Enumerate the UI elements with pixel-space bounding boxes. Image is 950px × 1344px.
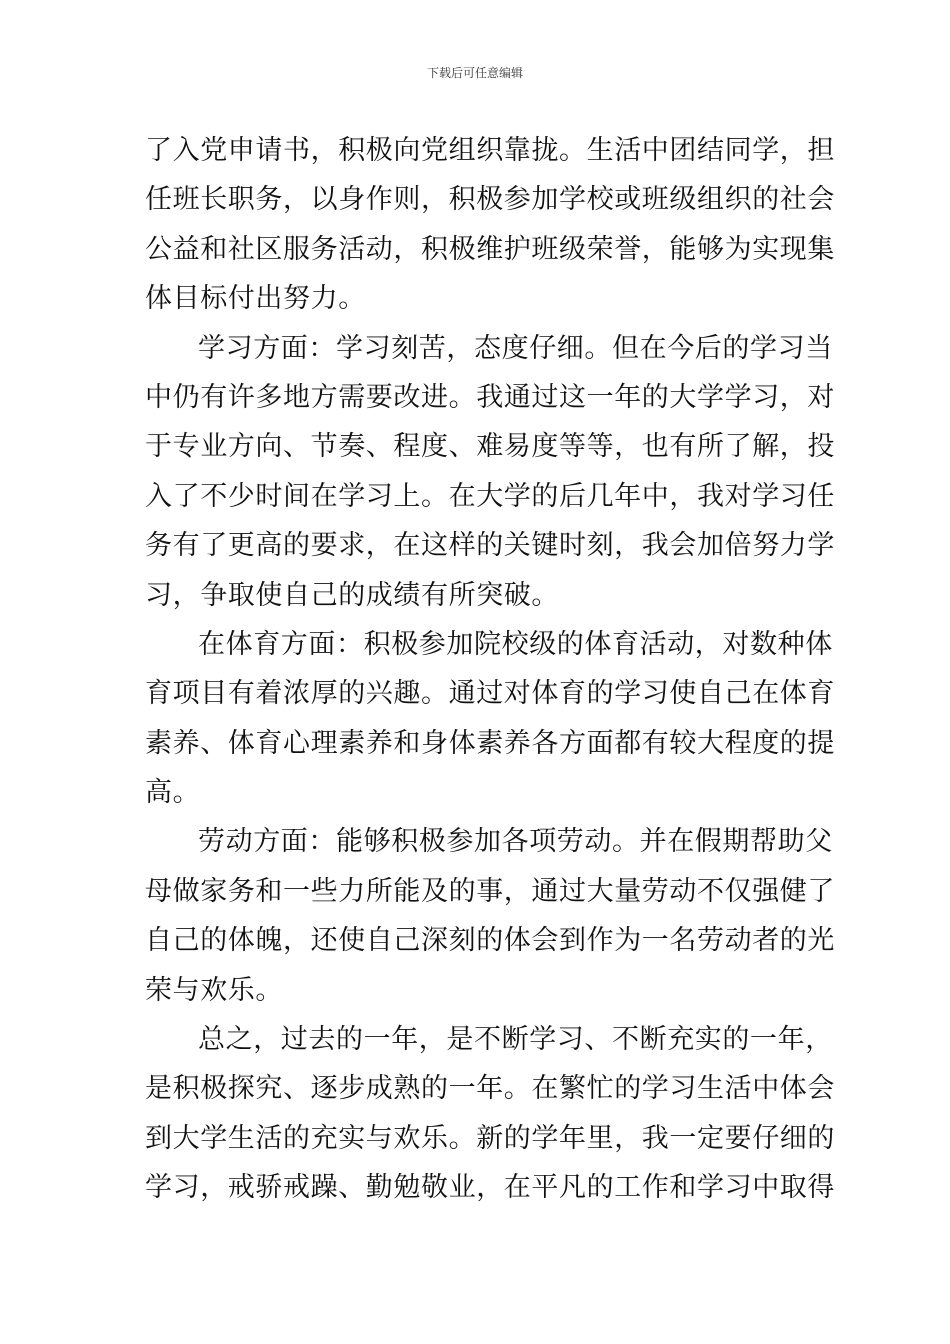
text-line: 公益和社区服务活动，积极维护班级荣誉，能够为实现集 [145, 233, 835, 265]
text-line: 入了不少时间在学习上。在大学的后几年中，我对学习任 [145, 480, 835, 512]
text-line: 中仍有许多地方需要改进。我通过这一年的大学学习，对 [145, 381, 835, 413]
text-line: 到大学生活的充实与欢乐。新的学年里，我一定要仔细的 [145, 1122, 835, 1154]
paragraph-start-line: 学习方面：学习刻苦，态度仔细。但在今后的学习当 [198, 332, 833, 364]
text-line: 素养、体育心理素养和身体素养各方面都有较大程度的提 [145, 727, 835, 759]
paragraph-start-line: 劳动方面：能够积极参加各项劳动。并在假期帮助父 [198, 826, 833, 858]
text-line: 自己的体魄，还使自己深刻的体会到作为一名劳动者的光 [145, 925, 835, 957]
paragraph-start-line: 总之，过去的一年，是不断学习、不断充实的一年， [198, 1024, 833, 1056]
text-line: 育项目有着浓厚的兴趣。通过对体育的学习使自己在体育 [145, 678, 835, 710]
page-header: 下载后可任意编辑 [426, 66, 523, 80]
text-line: 高。 [145, 777, 201, 809]
document-body [145, 126, 835, 1213]
text-line: 是积极探究、逐步成熟的一年。在繁忙的学习生活中体会 [145, 1073, 835, 1105]
text-line: 学习，戒骄戒躁、勤勉敬业，在平凡的工作和学习中取得 [145, 1172, 835, 1204]
paragraph-start-line: 在体育方面：积极参加院校级的体育活动，对数种体 [198, 628, 833, 660]
text-line: 荣与欢乐。 [145, 974, 283, 1006]
text-line: 务有了更高的要求，在这样的关键时刻，我会加倍努力学 [145, 530, 835, 562]
text-line: 习，争取使自己的成绩有所突破。 [145, 579, 559, 611]
text-line: 于专业方向、节奏、程度、难易度等等，也有所了解，投 [145, 431, 835, 463]
text-line: 了入党申请书，积极向党组织靠拢。生活中团结同学，担 [145, 135, 835, 166]
text-line: 体目标付出努力。 [145, 283, 366, 315]
text-line: 母做家务和一些力所能及的事，通过大量劳动不仅强健了 [145, 875, 835, 907]
text-line: 任班长职务，以身作则，积极参加学校或班级组织的社会 [145, 184, 835, 216]
